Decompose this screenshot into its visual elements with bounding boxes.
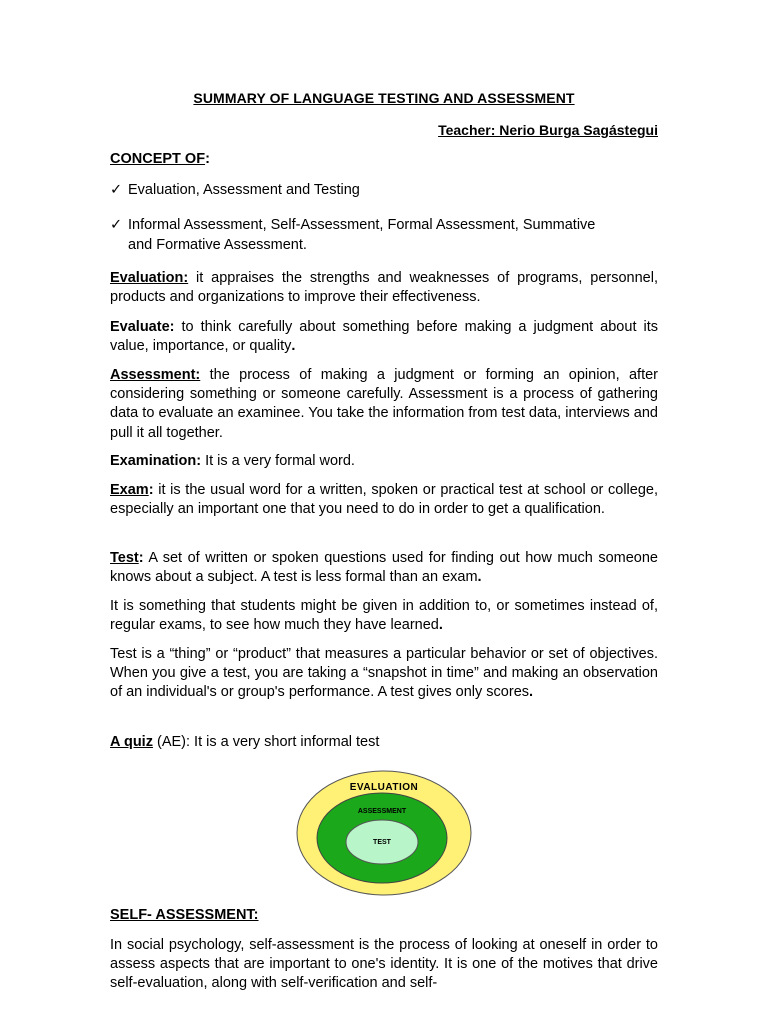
- definition-end: .: [291, 338, 296, 355]
- term-exam: Exam: [110, 482, 149, 498]
- term-quiz: A quiz: [110, 734, 153, 750]
- definition-text: it appraises the strengths and weaknesses of programs, personnel, products and organizations to improve their effectiveness.: [110, 270, 658, 306]
- term-evaluate: Evaluate:: [110, 319, 175, 335]
- concentric-diagram: [296, 770, 472, 896]
- paragraph-quiz: [110, 733, 658, 752]
- concept-colon: :: [205, 151, 210, 167]
- term-test: Test: [110, 550, 139, 566]
- paragraph-text: In social psychology, self-assessment is the process of looking at oneself in order to assess aspects that are important to one's identity. It is one of the motives that drive self-evaluation, along with self-verification and self-: [110, 937, 658, 992]
- paragraph-end: .: [529, 684, 534, 701]
- term-colon: :: [148, 482, 154, 498]
- paragraph-test: [110, 549, 658, 587]
- concept-item-1: [110, 180, 658, 200]
- assessment-label: ASSESSMENT: [357, 808, 407, 815]
- paragraph-end: .: [438, 617, 443, 634]
- concept-heading: [110, 151, 210, 167]
- definition-text: (AE): It is a very short informal test: [152, 734, 380, 750]
- test-label: TEST: [373, 839, 391, 846]
- self-assessment-heading: SELF- ASSESSMENT:: [110, 907, 259, 923]
- definition-text: A set of written or spoken questions used for finding out how much someone knows about a subject. A test is less formal than an exam: [110, 550, 658, 586]
- check-icon: ✓: [110, 182, 123, 198]
- paragraph-assessment: [110, 366, 658, 443]
- term-examination: Examination:: [110, 453, 202, 469]
- check-icon: ✓: [110, 217, 123, 233]
- paragraph-text: Test is a “thing” or “product” that measures a particular behavior or set of objectives. When you give a test, you are taking a “snapshot in time” and making an observation of an individual's or group's performance. A test gives only scores: [110, 646, 658, 701]
- term-colon: :: [138, 550, 144, 566]
- term-evaluation: Evaluation:: [110, 270, 189, 286]
- concept-item-text: Informal Assessment, Self-Assessment, Formal Assessment, Summative: [128, 217, 596, 233]
- paragraph-text: It is something that students might be given in addition to, or sometimes instead of, regular exams, to see how much they have learned: [110, 598, 658, 634]
- concept-item-2: [110, 215, 658, 255]
- concept-item-text: Evaluation, Assessment and Testing: [128, 182, 360, 198]
- concept-label: CONCEPT OF: [110, 151, 206, 167]
- paragraph-self-assessment: [110, 936, 658, 994]
- paragraph-test-3: [110, 645, 658, 703]
- paragraph-exam: [110, 481, 658, 519]
- evaluation-label: EVALUATION: [349, 782, 419, 793]
- paragraph-test-2: [110, 597, 658, 635]
- concept-item-continuation: and Formative Assessment.: [128, 237, 307, 253]
- paragraph-examination: [110, 452, 658, 471]
- document-title: SUMMARY OF LANGUAGE TESTING AND ASSESSMENT: [193, 90, 575, 106]
- paragraph-evaluate: [110, 318, 658, 356]
- definition-end: .: [477, 569, 482, 586]
- definition-text: the process of making a judgment or forming an opinion, after considering something or someone carefully. Assessment is a process of gathering data to evaluate an examinee. You take the information from test data, interviews and pull it all together.: [110, 367, 658, 441]
- term-assessment: Assessment:: [110, 367, 201, 383]
- paragraph-evaluation: [110, 269, 658, 307]
- teacher-name: Teacher: Nerio Burga Sagástegui: [438, 122, 658, 138]
- definition-text: It is a very formal word.: [201, 453, 355, 469]
- definition-text: to think carefully about something before making a judgment about its value, importance, or quality: [110, 319, 658, 355]
- definition-text: it is the usual word for a written, spoken or practical test at school or college, especially an important one that you need to do in order to get a qualification.: [110, 482, 658, 518]
